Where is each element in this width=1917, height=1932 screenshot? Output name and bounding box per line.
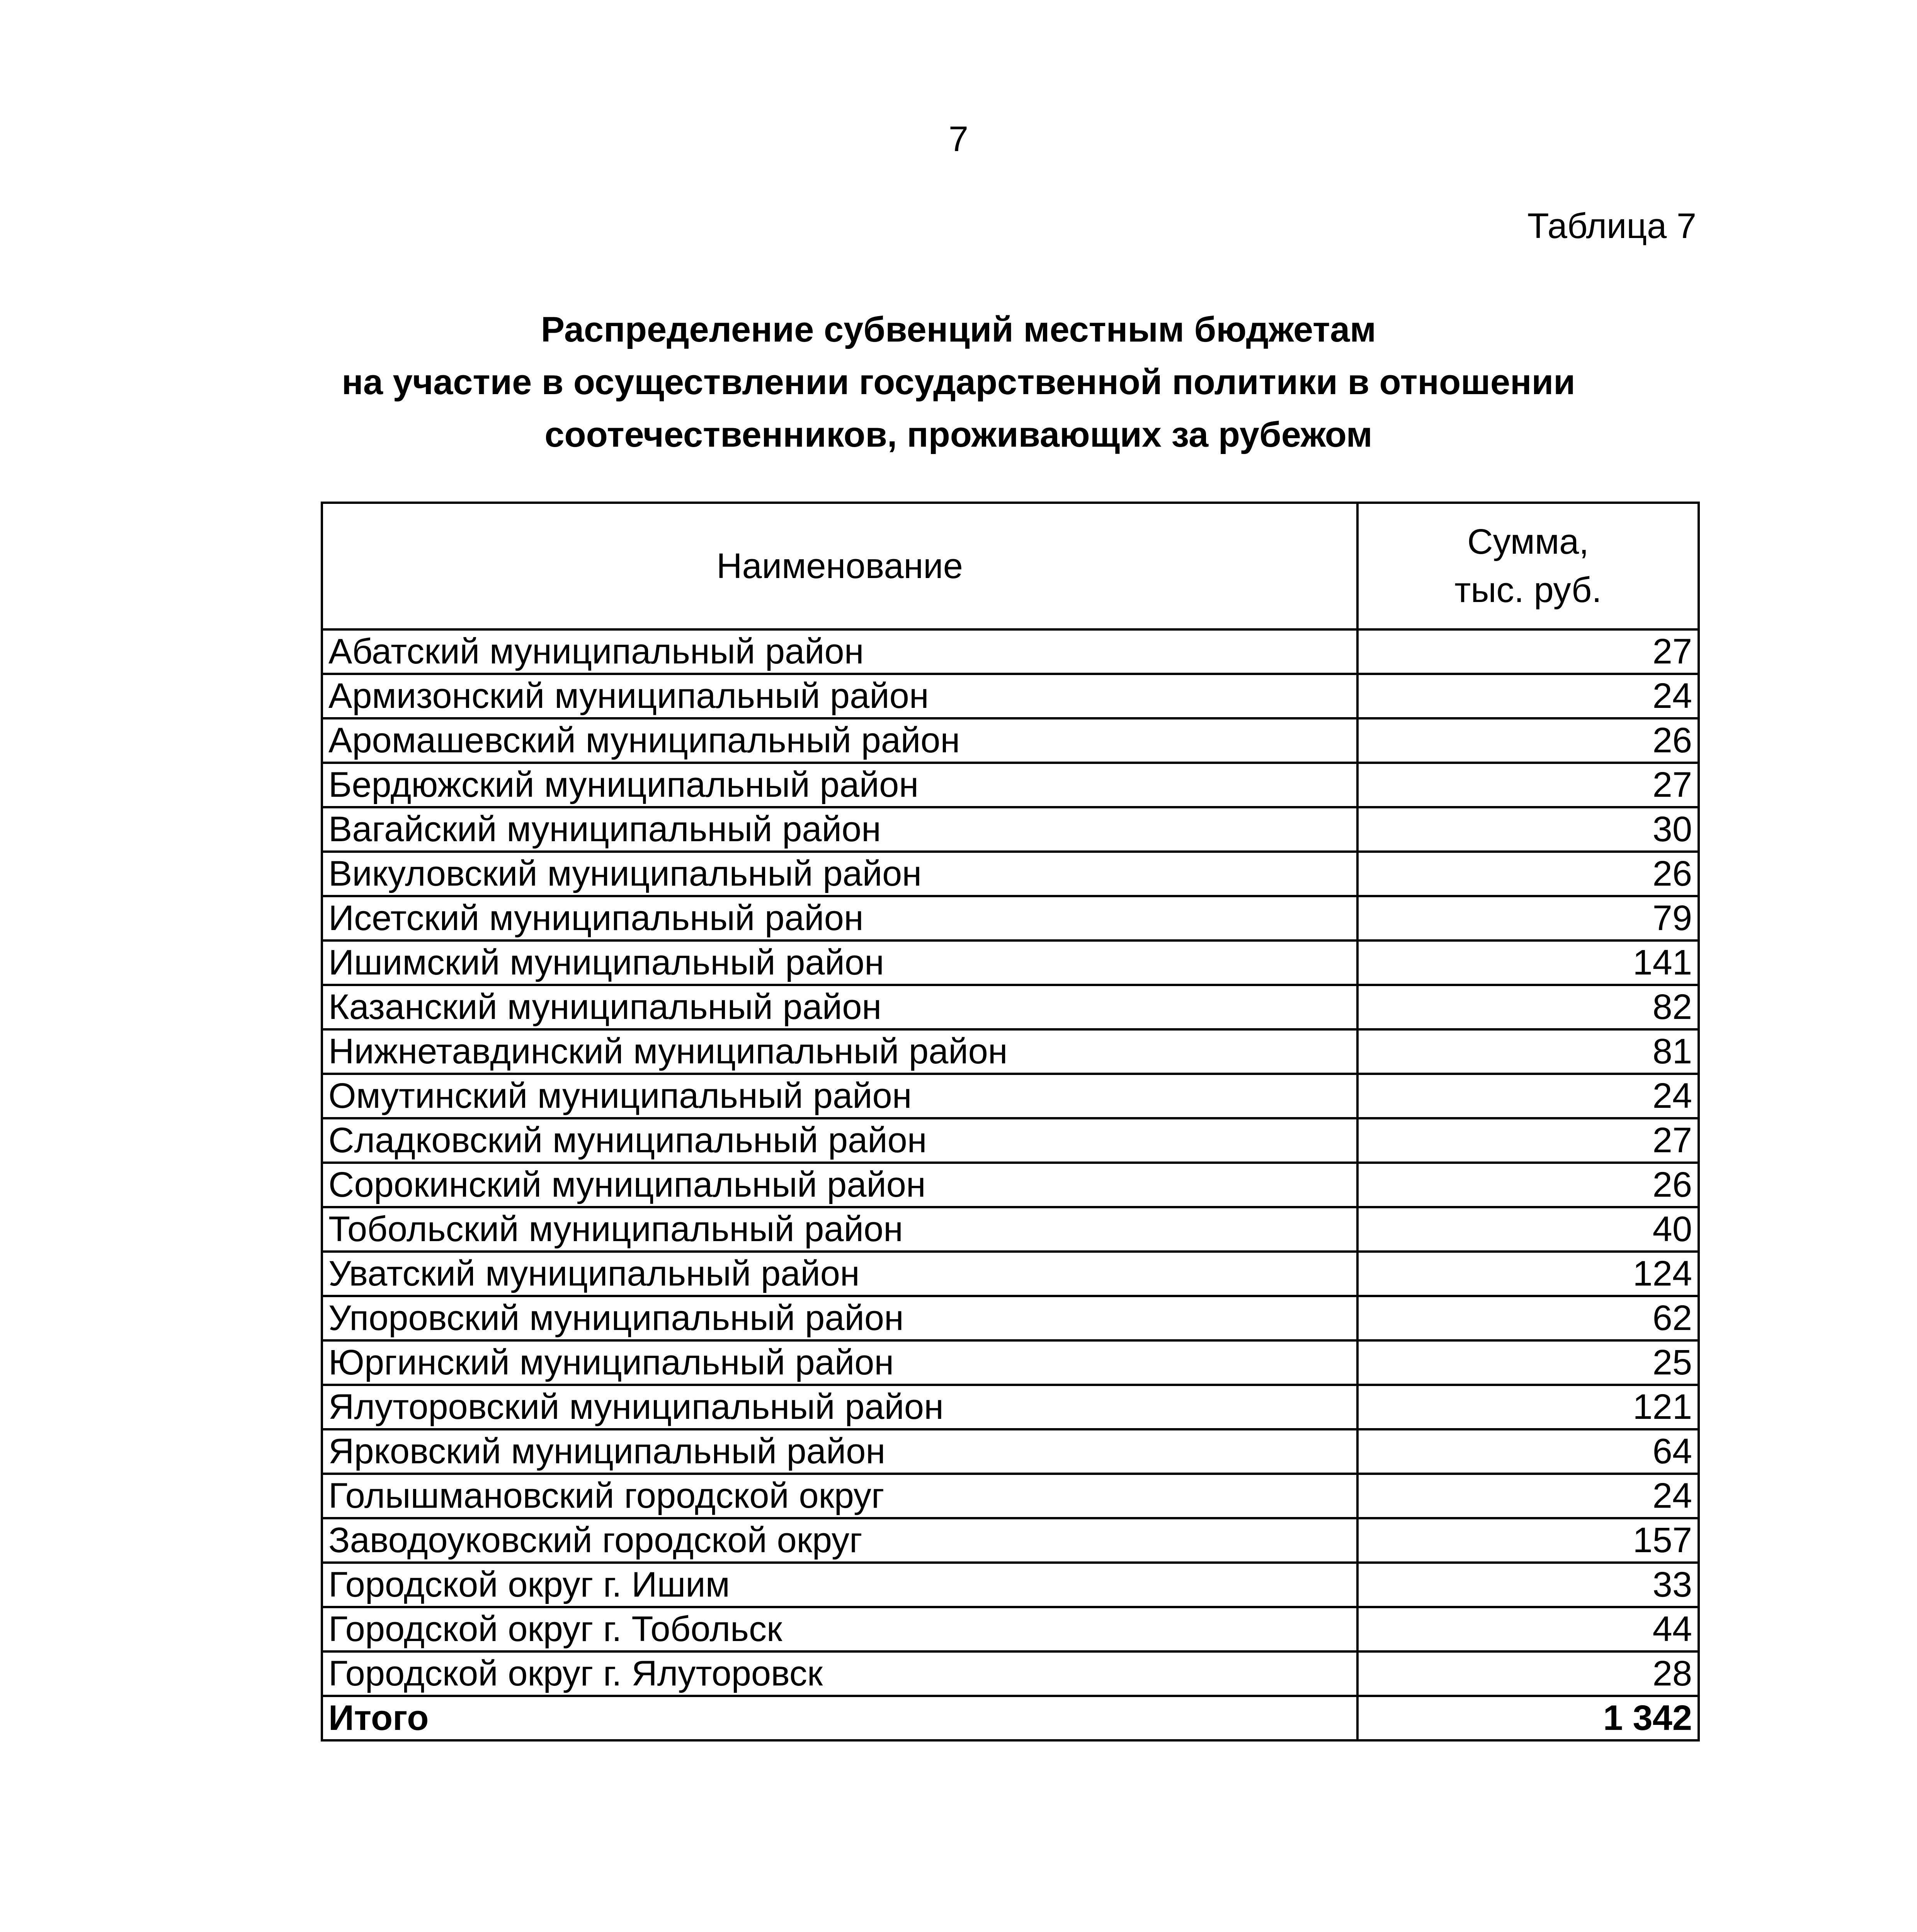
table-row — [322, 940, 1699, 985]
row-name-cell: Тобольский муниципальный район — [322, 1207, 1357, 1252]
table-row — [322, 1252, 1699, 1296]
row-sum-cell: 157 — [1357, 1518, 1699, 1563]
table-row — [322, 629, 1699, 674]
row-sum-cell: 24 — [1357, 1474, 1699, 1518]
table-row — [322, 1029, 1699, 1074]
table-row — [322, 763, 1699, 807]
row-sum-cell: 44 — [1357, 1607, 1699, 1651]
title-line-2: на участие в осуществлении государственной политики в отношении — [342, 362, 1575, 402]
header-sum — [1357, 503, 1699, 629]
header-name: Наименование — [322, 503, 1357, 629]
title-line-1: Распределение субвенций местным бюджетам — [541, 310, 1376, 349]
title-line-3: соотечественников, проживающих за рубежом — [544, 415, 1373, 454]
table-row — [322, 1385, 1699, 1429]
total-sum: 1 342 — [1357, 1696, 1699, 1740]
total-label: Итого — [322, 1696, 1357, 1740]
row-sum-cell: 33 — [1357, 1563, 1699, 1607]
row-name-cell: Городской округ г. Ялуторовск — [322, 1651, 1357, 1696]
row-name-cell: Исетский муниципальный район — [322, 896, 1357, 940]
table-row — [322, 1207, 1699, 1252]
table-row — [322, 1429, 1699, 1474]
row-name-cell: Ишимский муниципальный район — [322, 940, 1357, 985]
table-row — [322, 1563, 1699, 1607]
table-row — [322, 896, 1699, 940]
row-sum-cell: 26 — [1357, 1163, 1699, 1207]
row-sum-cell: 26 — [1357, 718, 1699, 763]
row-name-cell: Сладковский муниципальный район — [322, 1118, 1357, 1163]
row-name-cell: Заводоуковский городской округ — [322, 1518, 1357, 1563]
row-sum-cell: 25 — [1357, 1340, 1699, 1385]
row-name-cell: Абатский муниципальный район — [322, 629, 1357, 674]
page-number: 7 — [948, 119, 969, 159]
row-sum-cell: 24 — [1357, 674, 1699, 718]
row-sum-cell: 27 — [1357, 629, 1699, 674]
row-name-cell: Аромашевский муниципальный район — [322, 718, 1357, 763]
row-name-cell: Казанский муниципальный район — [322, 985, 1357, 1029]
row-sum-cell: 27 — [1357, 763, 1699, 807]
row-name-cell: Вагайский муниципальный район — [322, 807, 1357, 852]
row-name-cell: Городской округ г. Ишим — [322, 1563, 1357, 1607]
row-sum-cell: 64 — [1357, 1429, 1699, 1474]
row-name-cell: Сорокинский муниципальный район — [322, 1163, 1357, 1207]
row-name-cell: Бердюжский муниципальный район — [322, 763, 1357, 807]
row-sum-cell: 141 — [1357, 940, 1699, 985]
table-row — [322, 1340, 1699, 1385]
row-name-cell: Юргинский муниципальный район — [322, 1340, 1357, 1385]
table-row — [322, 1163, 1699, 1207]
table-row — [322, 985, 1699, 1029]
row-name-cell: Ялуторовский муниципальный район — [322, 1385, 1357, 1429]
table-row — [322, 1474, 1699, 1518]
table-body — [322, 629, 1699, 1740]
table-caption: Таблица 7 — [1527, 206, 1696, 246]
row-sum-cell: 26 — [1357, 852, 1699, 896]
table-row — [322, 1296, 1699, 1340]
document-title — [0, 303, 1917, 461]
table-row — [322, 1074, 1699, 1118]
row-name-cell: Городской округ г. Тобольск — [322, 1607, 1357, 1651]
subvention-table — [321, 502, 1700, 1742]
table-row — [322, 718, 1699, 763]
table-row — [322, 807, 1699, 852]
row-name-cell: Уватский муниципальный район — [322, 1252, 1357, 1296]
row-name-cell: Голышмановский городской округ — [322, 1474, 1357, 1518]
row-sum-cell: 28 — [1357, 1651, 1699, 1696]
table-row — [322, 674, 1699, 718]
row-sum-cell: 124 — [1357, 1252, 1699, 1296]
row-name-cell: Нижнетавдинский муниципальный район — [322, 1029, 1357, 1074]
row-sum-cell: 30 — [1357, 807, 1699, 852]
row-sum-cell: 27 — [1357, 1118, 1699, 1163]
row-sum-cell: 40 — [1357, 1207, 1699, 1252]
header-sum-line-2: тыс. руб. — [1454, 570, 1602, 610]
row-sum-cell: 62 — [1357, 1296, 1699, 1340]
row-sum-cell: 81 — [1357, 1029, 1699, 1074]
table-row — [322, 1518, 1699, 1563]
table-row — [322, 1651, 1699, 1696]
table-row — [322, 852, 1699, 896]
header-sum-line-1: Сумма, — [1467, 522, 1589, 561]
total-row — [322, 1696, 1699, 1740]
row-sum-cell: 79 — [1357, 896, 1699, 940]
row-name-cell: Викуловский муниципальный район — [322, 852, 1357, 896]
row-sum-cell: 82 — [1357, 985, 1699, 1029]
row-name-cell: Упоровский муниципальный район — [322, 1296, 1357, 1340]
table-row — [322, 1607, 1699, 1651]
row-name-cell: Ярковский муниципальный район — [322, 1429, 1357, 1474]
table-row — [322, 1118, 1699, 1163]
table-header-row — [322, 503, 1699, 629]
row-sum-cell: 121 — [1357, 1385, 1699, 1429]
row-name-cell: Армизонский муниципальный район — [322, 674, 1357, 718]
row-name-cell: Омутинский муниципальный район — [322, 1074, 1357, 1118]
row-sum-cell: 24 — [1357, 1074, 1699, 1118]
